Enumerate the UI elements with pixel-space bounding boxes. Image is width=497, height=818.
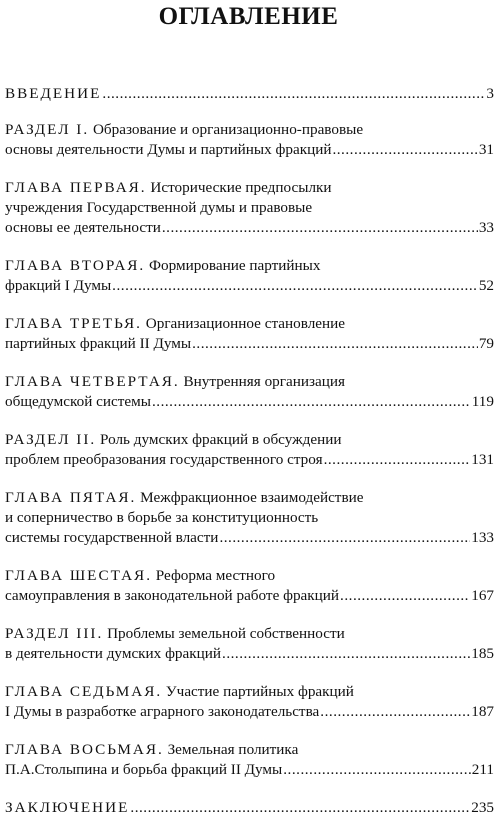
toc-entry-chapter-7[interactable]	[5, 682, 494, 722]
page-number: 119	[471, 393, 494, 410]
toc-text: Образование и организационно-правовые	[89, 121, 364, 138]
leader-dots	[340, 586, 470, 606]
toc-label: ГЛАВА ВТОРАЯ.	[5, 257, 146, 274]
toc-entry-chapter-3[interactable]	[5, 314, 494, 354]
toc-label: ГЛАВА ПЕРВАЯ.	[5, 179, 147, 196]
toc-entry-conclusion[interactable]	[5, 798, 494, 818]
page-number: 31	[478, 141, 494, 158]
toc-line-last	[5, 84, 494, 104]
page-number: 52	[478, 277, 494, 294]
toc-text: Внутренняя организация	[179, 373, 345, 390]
toc-label: ГЛАВА ТРЕТЬЯ.	[5, 315, 142, 332]
leader-dots	[130, 798, 470, 818]
leader-dots	[219, 528, 470, 548]
toc-entry-chapter-1[interactable]	[5, 178, 494, 238]
toc-label: РАЗДЕЛ II.	[5, 431, 97, 448]
toc-line	[5, 740, 494, 760]
toc-entry-chapter-6[interactable]	[5, 566, 494, 606]
leader-dots	[162, 218, 478, 238]
toc-line-last	[5, 586, 494, 606]
leader-dots	[102, 84, 485, 104]
toc-line-last	[5, 392, 494, 412]
toc-line-last	[5, 276, 494, 296]
toc-text: основы ее деятельности	[5, 219, 161, 236]
toc-text: Межфракционное взаимодействие	[136, 489, 364, 506]
toc-text: проблем преобразования государственного строя	[5, 451, 323, 468]
toc-label: ГЛАВА ПЯТАЯ.	[5, 489, 137, 506]
leader-dots	[283, 760, 471, 780]
toc-entry-chapter-2[interactable]	[5, 256, 494, 296]
leader-dots	[332, 140, 477, 160]
toc-entry-section-2[interactable]	[5, 430, 494, 470]
toc-text: основы деятельности Думы и партийных фракций	[5, 141, 332, 158]
page-number: 131	[471, 451, 494, 468]
toc-text: Реформа местного	[152, 567, 276, 584]
toc-line-last	[5, 760, 494, 780]
toc-label: РАЗДЕЛ III.	[5, 625, 104, 642]
toc-entry-section-3[interactable]	[5, 624, 494, 664]
toc-entry-chapter-5[interactable]	[5, 488, 494, 548]
toc-entry-chapter-4[interactable]	[5, 372, 494, 412]
page-number: 33	[478, 219, 494, 236]
toc-line	[5, 566, 494, 586]
leader-dots	[192, 334, 478, 354]
toc-text: Роль думских фракций в обсуждении	[96, 431, 342, 448]
leader-dots	[222, 644, 470, 664]
toc-line-last	[5, 140, 494, 160]
toc-line	[5, 372, 494, 392]
page-number: 211	[471, 761, 494, 778]
toc-text: П.А.Столыпина и борьба фракций II Думы	[5, 761, 283, 778]
toc-entry-chapter-8[interactable]	[5, 740, 494, 780]
leader-dots	[112, 276, 478, 296]
toc-label: ГЛАВА ЧЕТВЕРТАЯ.	[5, 373, 180, 390]
toc-line-last	[5, 450, 494, 470]
toc-label: ГЛАВА ВОСЬМАЯ.	[5, 741, 164, 758]
toc-label: РАЗДЕЛ I.	[5, 121, 90, 138]
toc-line	[5, 624, 494, 644]
toc-line: учреждения Государственной думы и правовые	[5, 199, 313, 216]
toc-text: Исторические предпосылки	[146, 179, 332, 196]
toc-entry-introduction[interactable]	[5, 84, 494, 104]
page-number: 167	[471, 587, 494, 604]
toc-text: Формирование партийных	[145, 257, 321, 274]
toc-line	[5, 682, 494, 702]
toc-line	[5, 430, 494, 450]
page-number: 185	[471, 645, 494, 662]
leader-dots	[320, 702, 470, 722]
toc-line	[5, 488, 494, 508]
toc-line-last	[5, 702, 494, 722]
toc-text: Организационное становление	[141, 315, 346, 332]
page-title: ОГЛАВЛЕНИЕ	[158, 3, 339, 30]
toc-text: партийных фракций II Думы	[5, 335, 192, 352]
leader-dots	[152, 392, 471, 412]
toc-text: самоуправления в законодательной работе фракций	[5, 587, 340, 604]
page-number: 235	[471, 799, 494, 816]
toc-line	[5, 178, 494, 198]
toc-text: Участие партийных фракций	[162, 683, 354, 700]
leader-dots	[324, 450, 471, 470]
table-of-contents	[5, 84, 494, 818]
toc-label: ГЛАВА ШЕСТАЯ.	[5, 567, 152, 584]
toc-label: ВВЕДЕНИЕ	[5, 85, 102, 102]
toc-line-last	[5, 528, 494, 548]
toc-label: ЗАКЛЮЧЕНИЕ	[5, 799, 130, 816]
toc-line	[5, 120, 494, 140]
toc-line-last	[5, 218, 494, 238]
toc-label: ГЛАВА СЕДЬМАЯ.	[5, 683, 163, 700]
toc-text: Земельная политика	[163, 741, 299, 758]
page-number: 133	[471, 529, 494, 546]
toc-line-last	[5, 334, 494, 354]
toc-line-last	[5, 798, 494, 818]
toc-text: общедумской системы	[5, 393, 151, 410]
toc-text: I Думы в разработке аграрного законодательства	[5, 703, 320, 720]
toc-text: Проблемы земельной собственности	[103, 625, 345, 642]
toc-line: и соперничество в борьбе за конституционность	[5, 509, 319, 526]
toc-line-last	[5, 644, 494, 664]
page-number: 79	[478, 335, 494, 352]
page-number: 3	[486, 85, 494, 102]
page-number: 187	[471, 703, 494, 720]
toc-text: в деятельности думских фракций	[5, 645, 222, 662]
toc-text: фракций I Думы	[5, 277, 112, 294]
toc-line	[5, 256, 494, 276]
toc-line	[5, 314, 494, 334]
toc-entry-section-1[interactable]	[5, 120, 494, 160]
toc-text: системы государственной власти	[5, 529, 219, 546]
